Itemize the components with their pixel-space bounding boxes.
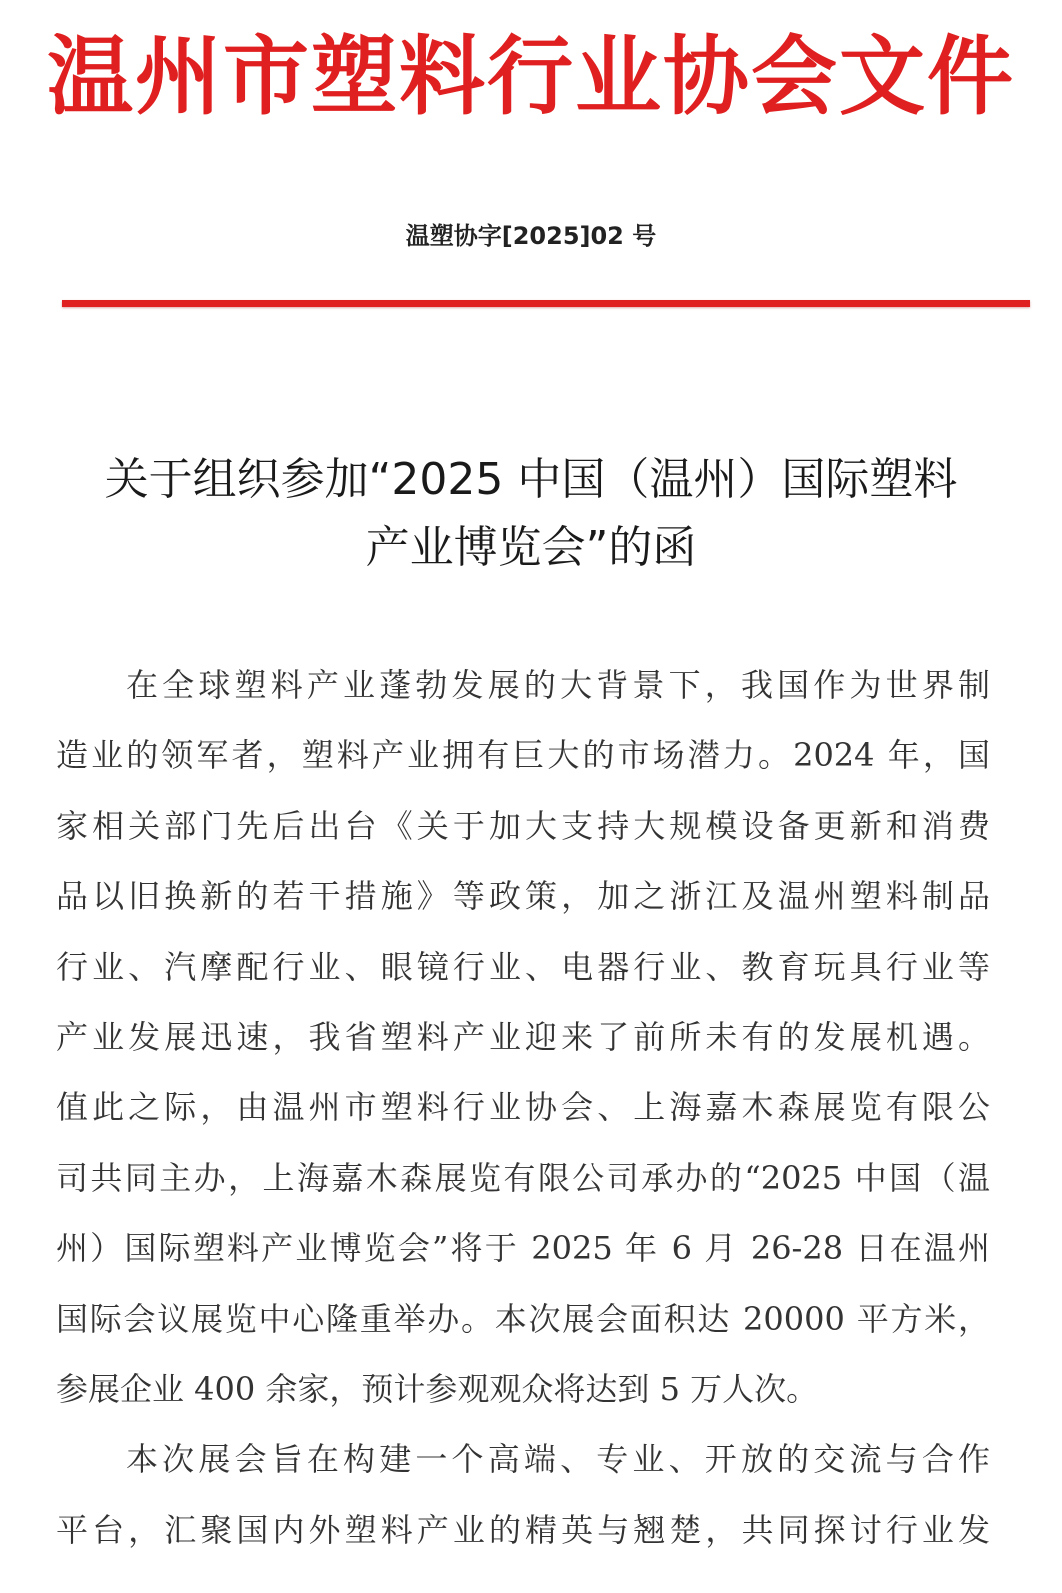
body-line: 国际会议展览中心隆重举办。本次展会面积达 20000 平方米， (56, 1299, 990, 1338)
body-line: 品以旧换新的若干措施》等政策，加之浙江及温州塑料制品 (56, 877, 990, 916)
letter-body (56, 650, 990, 1565)
org-header-title: 温州市塑料行业协会文件 (47, 27, 1015, 127)
paragraph-1 (56, 650, 990, 1424)
red-divider-rule (62, 300, 1030, 307)
letter-title (40, 446, 1022, 582)
body-line: 州）国际塑料产业博览会”将于 2025 年 6 月 26-28 日在温州 (56, 1229, 990, 1268)
body-line: 产业发展迅速，我省塑料产业迎来了前所未有的发展机遇。 (56, 1018, 990, 1057)
body-line: 行业、汽摩配行业、眼镜行业、电器行业、教育玩具行业等 (56, 947, 990, 986)
body-line: 在全球塑料产业蓬勃发展的大背景下，我国作为世界制 (126, 666, 990, 704)
body-line: 值此之际，由温州市塑料行业协会、上海嘉木森展览有限公 (56, 1088, 990, 1127)
body-line: 造业的领军者，塑料产业拥有巨大的市场潜力。2024 年，国 (56, 736, 990, 775)
title-line-2: 产业博览会”的函 (365, 522, 697, 573)
paragraph-2 (56, 1424, 990, 1565)
body-line: 平台，汇聚国内外塑料产业的精英与翘楚，共同探讨行业发 (56, 1510, 990, 1549)
body-line: 家相关部门先后出台《关于加大支持大规模设备更新和消费 (56, 806, 990, 845)
body-line: 本次展会旨在构建一个高端、专业、开放的交流与合作 (126, 1440, 990, 1479)
title-line-1: 关于组织参加“2025 中国（温州）国际塑料 (104, 454, 958, 505)
body-line: 司共同主办，上海嘉木森展览有限公司承办的“2025 中国（温 (56, 1158, 990, 1197)
body-line: 参展企业 400 余家，预计参观观众将达到 5 万人次。 (56, 1370, 819, 1409)
document-number: 温塑协字[2025]02 号 (405, 222, 657, 250)
